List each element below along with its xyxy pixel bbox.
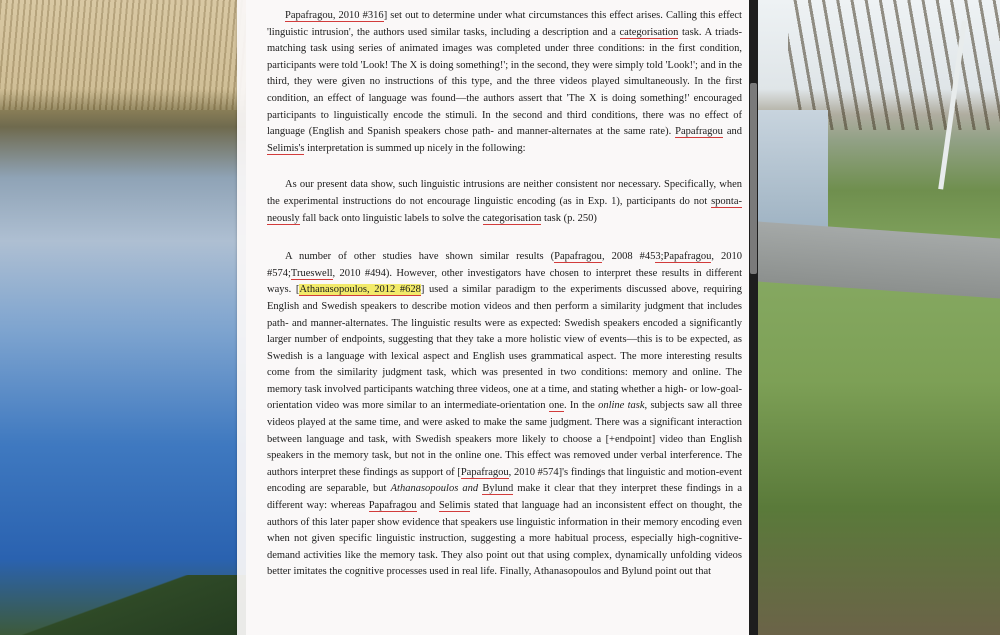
grass-bank [0,575,246,635]
text-run: fall back onto linguistic labels to solve the [299,212,483,224]
text-run: ] set out to determine under what circumstances this effect arises. Calling this effect 'linguistic intrusion', the authors used similar tasks, including a description and a [267,10,742,38]
spellcheck-word: Trueswell [290,267,333,279]
footpath [758,222,1000,299]
spellcheck-word: sponta- neously [267,195,742,224]
text-run: , 2010 #494). However, other investigators have chosen to interpret these results in different ways. [ [267,267,742,296]
text-run: ] used a similar paradigm to the experiments discussed above, requiring English and Swedish speakers to describe motion videos and then perform a similarity judgment that includes path- and manner-alternates. The linguistic results were as expected: Swedish speakers encoded a significantly larger number of endpoints, suggesting that they take a more holistic view of events—this is to be expected, as Swedish is a language with lexical aspect and English uses grammatical aspect. The more interesting results come from the similarity judgment task, which was presented in two conditions: memory and online. The memory task involved participants watching three videos, one at a time, and stating whether a high- or low-goal-orientation video was more similar to an intermediate-orientation [267,284,742,412]
block-quote [267,177,742,227]
canal-water [758,110,828,230]
text-run: and [722,126,742,138]
document-page[interactable] [237,0,749,635]
spellcheck-word: Bylund [482,483,514,495]
text-run: stated that language had an inconsistent effect on thought, the authors of this later paper show evidence that speakers use linguistic information in their memory encoding even when not given specific linguistic instruction, suggesting a more habitual process, especially high-cognitive-demand activities like the memory task. They also point out that using complex, dynamically unfolding videos better imitates the cognitive processes used in real life. Finally, Athanasopoulos and Bylund point out that [267,500,742,578]
spellcheck-word: Selimis [438,500,471,512]
text-run: As our present data show, such linguistic intrusions are neither consistent nor necessary. Specifically, when the experimental instructions do not encourage linguistic encoding (as in Exp. 1), participants do not [267,179,742,207]
text-run: , 2008 #45 [601,251,656,263]
highlighted-citation: Athanasopoulos, 2012 #628 [299,284,421,296]
vertical-scrollbar[interactable] [749,0,758,635]
text-run: , 2010 #574]'s findings that linguistic and motion-event encoding are separable, but [267,466,742,495]
spellcheck-word: Papafragou [460,466,509,478]
spellcheck-word: Papafragou [554,251,602,263]
spellcheck-word: Selimis's [267,142,305,154]
reeds-area [0,0,246,110]
text-run: , subjects saw all three videos played at the same time, and were asked to make the same judgment. There was a significant interaction between language and task, with Swedish speakers more likely to choose a [+endpoint] video than English speakers in the memory task, but not in the online one. This effect was removed under verbal interference. The authors interpret these findings as support of [ [267,400,742,478]
body-paragraph [267,8,742,157]
scrollbar-thumb[interactable] [750,83,757,274]
background-photo-river [0,0,246,635]
italic-text: online task [598,400,645,412]
background-photo-park [758,0,1000,635]
text-run: and [416,500,439,512]
text-run: task. A triads-matching task using series of animated images was completed under three conditions: in the first condition, participants were told 'Look! The X is doing something!'; in the second, they were simply told 'Look!'; and in the third, they were given no instructions of this type, and the three videos played simultaneously. In the first condition, an effect of language was found—the authors assert that 'The X is doing something!' encouraged participants to linguistically encode the stimuli. In the second and third conditions, there was no effect of language (English and Spanish speakers chose path- and manner-alternates at the same rate). [267,26,742,138]
text-run: , 2010 #574; [267,251,743,279]
spellcheck-word: Papafragou, 2010 #316 [285,10,384,21]
spellcheck-word: one [548,400,564,412]
text-run: task (p. 250) [541,212,597,224]
text-run: . In the [563,400,599,412]
spellcheck-word: Papafragou [675,126,723,138]
spellcheck-word: categorisation [482,212,542,224]
spellcheck-word: 3;Papafragou [655,251,712,263]
body-paragraph [267,249,742,581]
text-run: make it clear that they interpret these findings in a different way: whereas [267,483,742,512]
text-run: interpretation is summed up nicely in the following: [304,142,526,154]
spellcheck-word: categorisation [619,26,679,38]
text-run: A number of other studies have shown similar results ( [285,251,555,263]
spellcheck-word: Papafragou [368,500,417,512]
italic-text: Athanasopoulos and [390,483,483,495]
document-body[interactable] [267,8,742,581]
